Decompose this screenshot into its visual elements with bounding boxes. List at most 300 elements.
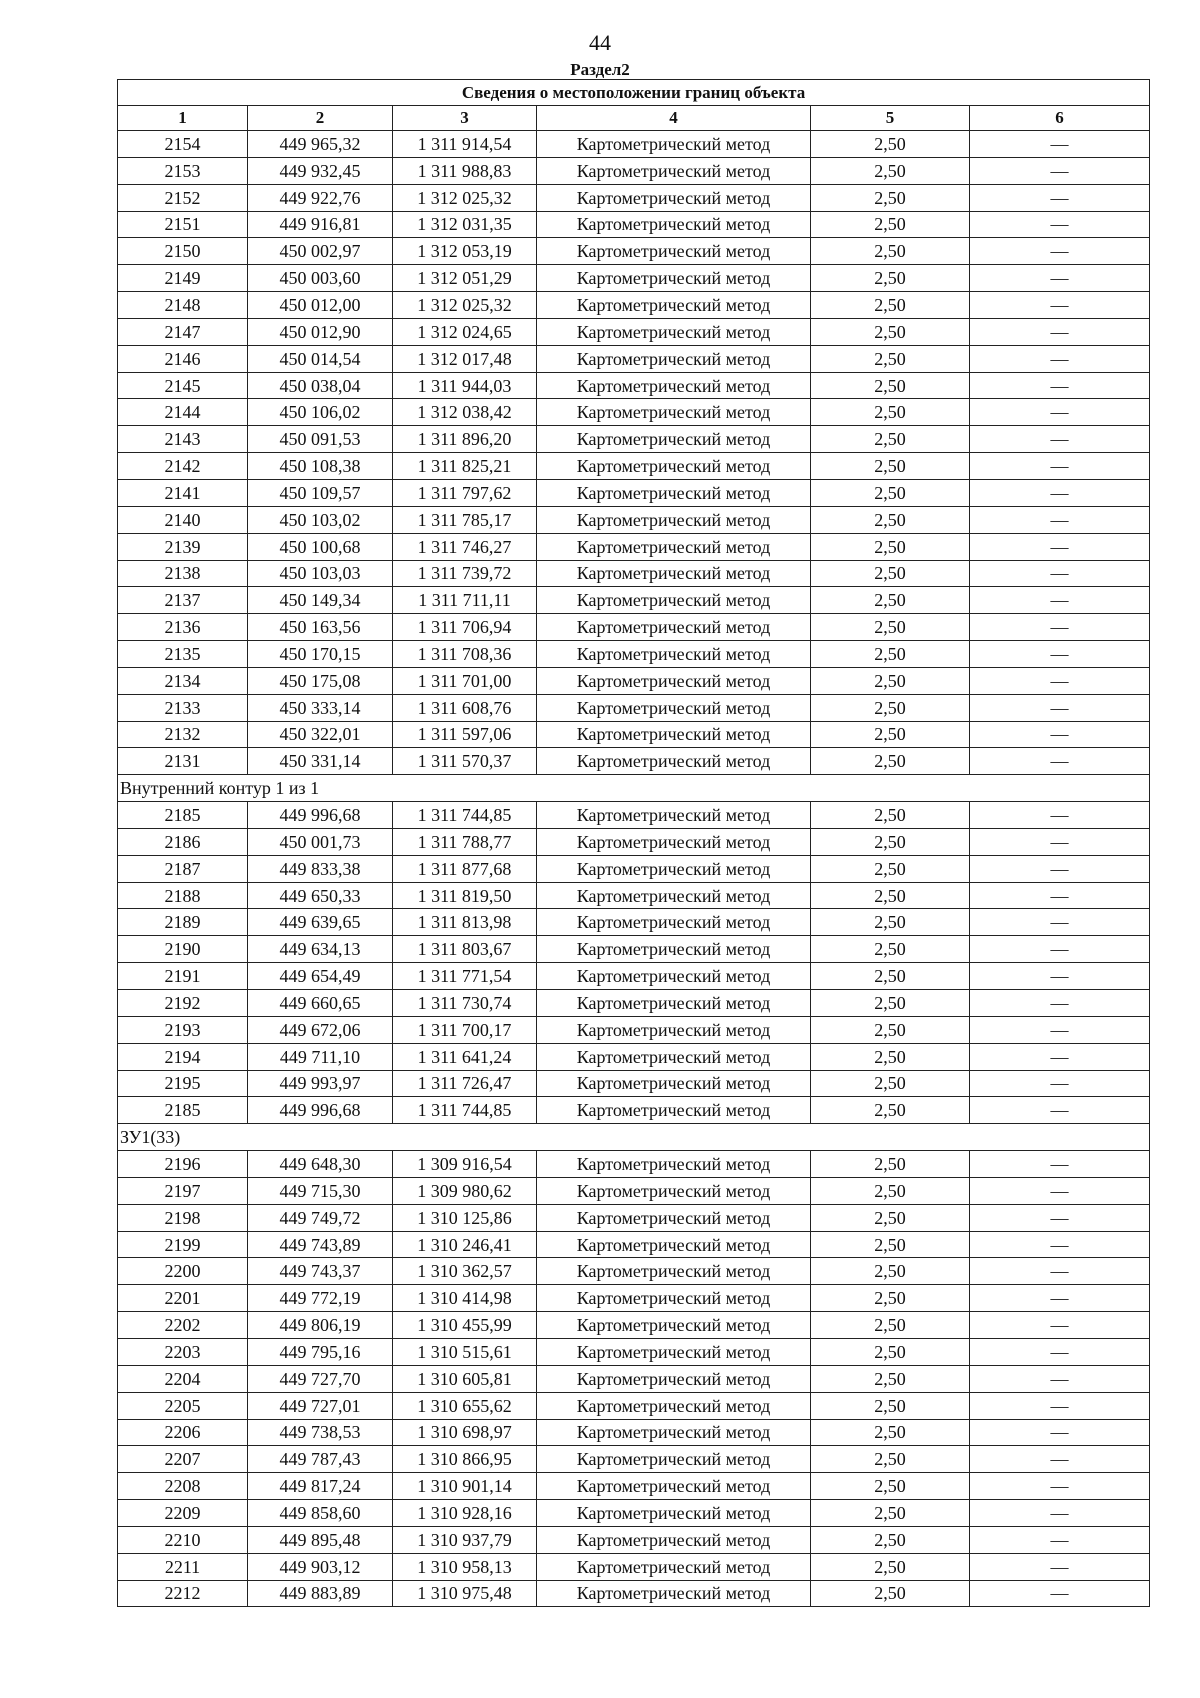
x-coordinate-cell: 449 743,37 <box>248 1258 393 1285</box>
accuracy-cell: 2,50 <box>811 614 970 641</box>
method-cell: Картометрический метод <box>537 372 811 399</box>
x-coordinate-cell: 449 738,53 <box>248 1419 393 1446</box>
contour-heading: Внутренний контур 1 из 1 <box>118 775 1150 802</box>
y-coordinate-cell: 1 311 708,36 <box>393 641 537 668</box>
x-coordinate-cell: 449 654,49 <box>248 963 393 990</box>
method-cell: Картометрический метод <box>537 453 811 480</box>
point-number-cell: 2152 <box>118 184 248 211</box>
y-coordinate-cell: 1 311 726,47 <box>393 1070 537 1097</box>
description-cell: — <box>970 1151 1150 1178</box>
table-row <box>118 1177 1150 1204</box>
accuracy-cell: 2,50 <box>811 694 970 721</box>
point-number-cell: 2186 <box>118 828 248 855</box>
point-number-cell: 2204 <box>118 1365 248 1392</box>
accuracy-cell: 2,50 <box>811 1043 970 1070</box>
table-row <box>118 1526 1150 1553</box>
method-cell: Картометрический метод <box>537 936 811 963</box>
point-number-cell: 2196 <box>118 1151 248 1178</box>
description-cell: — <box>970 721 1150 748</box>
y-coordinate-cell: 1 311 771,54 <box>393 963 537 990</box>
y-coordinate-cell: 1 311 739,72 <box>393 560 537 587</box>
table-row <box>118 641 1150 668</box>
accuracy-cell: 2,50 <box>811 184 970 211</box>
x-coordinate-cell: 449 749,72 <box>248 1204 393 1231</box>
accuracy-cell: 2,50 <box>811 157 970 184</box>
y-coordinate-cell: 1 310 901,14 <box>393 1473 537 1500</box>
accuracy-cell: 2,50 <box>811 1258 970 1285</box>
x-coordinate-cell: 449 634,13 <box>248 936 393 963</box>
table-row <box>118 1258 1150 1285</box>
point-number-cell: 2132 <box>118 721 248 748</box>
table-row <box>118 560 1150 587</box>
accuracy-cell: 2,50 <box>811 587 970 614</box>
accuracy-cell: 2,50 <box>811 238 970 265</box>
x-coordinate-cell: 449 895,48 <box>248 1526 393 1553</box>
description-cell: — <box>970 345 1150 372</box>
description-cell: — <box>970 641 1150 668</box>
y-coordinate-cell: 1 310 937,79 <box>393 1526 537 1553</box>
point-number-cell: 2150 <box>118 238 248 265</box>
method-cell: Картометрический метод <box>537 1177 811 1204</box>
accuracy-cell: 2,50 <box>811 131 970 158</box>
method-cell: Картометрический метод <box>537 1419 811 1446</box>
x-coordinate-cell: 450 109,57 <box>248 479 393 506</box>
boundary-coordinates-table <box>117 79 1150 1607</box>
y-coordinate-cell: 1 312 053,19 <box>393 238 537 265</box>
table-row <box>118 533 1150 560</box>
method-cell: Картометрический метод <box>537 1285 811 1312</box>
x-coordinate-cell: 450 012,00 <box>248 292 393 319</box>
x-coordinate-cell: 450 002,97 <box>248 238 393 265</box>
table-row <box>118 265 1150 292</box>
table-row <box>118 1016 1150 1043</box>
accuracy-cell: 2,50 <box>811 372 970 399</box>
accuracy-cell: 2,50 <box>811 909 970 936</box>
y-coordinate-cell: 1 311 819,50 <box>393 882 537 909</box>
accuracy-cell: 2,50 <box>811 265 970 292</box>
x-coordinate-cell: 450 333,14 <box>248 694 393 721</box>
accuracy-cell: 2,50 <box>811 1419 970 1446</box>
x-coordinate-cell: 449 650,33 <box>248 882 393 909</box>
y-coordinate-cell: 1 311 746,27 <box>393 533 537 560</box>
point-number-cell: 2144 <box>118 399 248 426</box>
y-coordinate-cell: 1 310 414,98 <box>393 1285 537 1312</box>
table-row <box>118 1419 1150 1446</box>
point-number-cell: 2136 <box>118 614 248 641</box>
description-cell: — <box>970 1500 1150 1527</box>
x-coordinate-cell: 449 672,06 <box>248 1016 393 1043</box>
point-number-cell: 2154 <box>118 131 248 158</box>
y-coordinate-cell: 1 310 515,61 <box>393 1338 537 1365</box>
table-row <box>118 694 1150 721</box>
description-cell: — <box>970 533 1150 560</box>
accuracy-cell: 2,50 <box>811 345 970 372</box>
accuracy-cell: 2,50 <box>811 1231 970 1258</box>
table-row <box>118 828 1150 855</box>
method-cell: Картометрический метод <box>537 211 811 238</box>
description-cell: — <box>970 587 1150 614</box>
y-coordinate-cell: 1 312 025,32 <box>393 184 537 211</box>
method-cell: Картометрический метод <box>537 533 811 560</box>
description-cell: — <box>970 1473 1150 1500</box>
description-cell: — <box>970 694 1150 721</box>
x-coordinate-cell: 450 103,02 <box>248 506 393 533</box>
y-coordinate-cell: 1 311 701,00 <box>393 667 537 694</box>
description-cell: — <box>970 1070 1150 1097</box>
method-cell: Картометрический метод <box>537 1365 811 1392</box>
method-cell: Картометрический метод <box>537 1231 811 1258</box>
point-number-cell: 2138 <box>118 560 248 587</box>
point-number-cell: 2131 <box>118 748 248 775</box>
x-coordinate-cell: 450 106,02 <box>248 399 393 426</box>
table-row <box>118 882 1150 909</box>
table-row <box>118 936 1150 963</box>
point-number-cell: 2190 <box>118 936 248 963</box>
table-row <box>118 211 1150 238</box>
description-cell: — <box>970 1392 1150 1419</box>
x-coordinate-cell: 449 787,43 <box>248 1446 393 1473</box>
x-coordinate-cell: 450 103,03 <box>248 560 393 587</box>
method-cell: Картометрический метод <box>537 1392 811 1419</box>
y-coordinate-cell: 1 311 700,17 <box>393 1016 537 1043</box>
point-number-cell: 2153 <box>118 157 248 184</box>
x-coordinate-cell: 449 996,68 <box>248 802 393 829</box>
method-cell: Картометрический метод <box>537 963 811 990</box>
point-number-cell: 2199 <box>118 1231 248 1258</box>
method-cell: Картометрический метод <box>537 1553 811 1580</box>
x-coordinate-cell: 449 660,65 <box>248 990 393 1017</box>
x-coordinate-cell: 449 817,24 <box>248 1473 393 1500</box>
x-coordinate-cell: 450 001,73 <box>248 828 393 855</box>
point-number-cell: 2194 <box>118 1043 248 1070</box>
table-row <box>118 1285 1150 1312</box>
y-coordinate-cell: 1 310 655,62 <box>393 1392 537 1419</box>
method-cell: Картометрический метод <box>537 265 811 292</box>
y-coordinate-cell: 1 312 025,32 <box>393 292 537 319</box>
method-cell: Картометрический метод <box>537 855 811 882</box>
method-cell: Картометрический метод <box>537 1500 811 1527</box>
x-coordinate-cell: 449 772,19 <box>248 1285 393 1312</box>
y-coordinate-cell: 1 311 988,83 <box>393 157 537 184</box>
method-cell: Картометрический метод <box>537 1043 811 1070</box>
method-cell: Картометрический метод <box>537 1338 811 1365</box>
table-row <box>118 721 1150 748</box>
y-coordinate-cell: 1 311 788,77 <box>393 828 537 855</box>
method-cell: Картометрический метод <box>537 748 811 775</box>
x-coordinate-cell: 449 996,68 <box>248 1097 393 1124</box>
table-row <box>118 238 1150 265</box>
column-header-6: 6 <box>970 106 1150 131</box>
description-cell: — <box>970 1231 1150 1258</box>
x-coordinate-cell: 449 993,97 <box>248 1070 393 1097</box>
method-cell: Картометрический метод <box>537 802 811 829</box>
description-cell: — <box>970 131 1150 158</box>
y-coordinate-cell: 1 311 744,85 <box>393 1097 537 1124</box>
y-coordinate-cell: 1 312 038,42 <box>393 399 537 426</box>
method-cell: Картометрический метод <box>537 721 811 748</box>
point-number-cell: 2143 <box>118 426 248 453</box>
description-cell: — <box>970 1580 1150 1607</box>
x-coordinate-cell: 449 711,10 <box>248 1043 393 1070</box>
method-cell: Картометрический метод <box>537 292 811 319</box>
description-cell: — <box>970 292 1150 319</box>
accuracy-cell: 2,50 <box>811 1446 970 1473</box>
point-number-cell: 2208 <box>118 1473 248 1500</box>
point-number-cell: 2142 <box>118 453 248 480</box>
x-coordinate-cell: 450 003,60 <box>248 265 393 292</box>
point-number-cell: 2212 <box>118 1580 248 1607</box>
point-number-cell: 2149 <box>118 265 248 292</box>
y-coordinate-cell: 1 311 944,03 <box>393 372 537 399</box>
accuracy-cell: 2,50 <box>811 855 970 882</box>
table-row <box>118 426 1150 453</box>
x-coordinate-cell: 449 743,89 <box>248 1231 393 1258</box>
y-coordinate-cell: 1 311 896,20 <box>393 426 537 453</box>
description-cell: — <box>970 802 1150 829</box>
method-cell: Картометрический метод <box>537 587 811 614</box>
page-number: 44 <box>589 30 611 55</box>
description-cell: — <box>970 1204 1150 1231</box>
y-coordinate-cell: 1 311 730,74 <box>393 990 537 1017</box>
description-cell: — <box>970 1553 1150 1580</box>
table-row <box>118 1043 1150 1070</box>
description-cell: — <box>970 990 1150 1017</box>
y-coordinate-cell: 1 312 031,35 <box>393 211 537 238</box>
table-row <box>118 1500 1150 1527</box>
description-cell: — <box>970 399 1150 426</box>
x-coordinate-cell: 450 331,14 <box>248 748 393 775</box>
table-row <box>118 157 1150 184</box>
point-number-cell: 2140 <box>118 506 248 533</box>
point-number-cell: 2211 <box>118 1553 248 1580</box>
description-cell: — <box>970 748 1150 775</box>
description-cell: — <box>970 667 1150 694</box>
table-row <box>118 1473 1150 1500</box>
y-coordinate-cell: 1 311 706,94 <box>393 614 537 641</box>
description-cell: — <box>970 265 1150 292</box>
accuracy-cell: 2,50 <box>811 453 970 480</box>
x-coordinate-cell: 449 965,32 <box>248 131 393 158</box>
accuracy-cell: 2,50 <box>811 936 970 963</box>
y-coordinate-cell: 1 310 605,81 <box>393 1365 537 1392</box>
y-coordinate-cell: 1 310 455,99 <box>393 1312 537 1339</box>
accuracy-cell: 2,50 <box>811 211 970 238</box>
x-coordinate-cell: 449 715,30 <box>248 1177 393 1204</box>
accuracy-cell: 2,50 <box>811 399 970 426</box>
description-cell: — <box>970 1419 1150 1446</box>
table-row <box>118 748 1150 775</box>
method-cell: Картометрический метод <box>537 479 811 506</box>
accuracy-cell: 2,50 <box>811 292 970 319</box>
accuracy-cell: 2,50 <box>811 963 970 990</box>
table-body <box>118 131 1150 1607</box>
y-coordinate-cell: 1 311 608,76 <box>393 694 537 721</box>
table-row <box>118 1231 1150 1258</box>
x-coordinate-cell: 449 932,45 <box>248 157 393 184</box>
table-row <box>118 1365 1150 1392</box>
description-cell: — <box>970 157 1150 184</box>
accuracy-cell: 2,50 <box>811 560 970 587</box>
method-cell: Картометрический метод <box>537 184 811 211</box>
description-cell: — <box>970 1177 1150 1204</box>
method-cell: Картометрический метод <box>537 614 811 641</box>
x-coordinate-cell: 450 149,34 <box>248 587 393 614</box>
description-cell: — <box>970 1258 1150 1285</box>
method-cell: Картометрический метод <box>537 560 811 587</box>
point-number-cell: 2187 <box>118 855 248 882</box>
point-number-cell: 2145 <box>118 372 248 399</box>
x-coordinate-cell: 449 648,30 <box>248 1151 393 1178</box>
y-coordinate-cell: 1 310 958,13 <box>393 1553 537 1580</box>
x-coordinate-cell: 450 108,38 <box>248 453 393 480</box>
method-cell: Картометрический метод <box>537 318 811 345</box>
description-cell: — <box>970 479 1150 506</box>
x-coordinate-cell: 449 858,60 <box>248 1500 393 1527</box>
point-number-cell: 2200 <box>118 1258 248 1285</box>
x-coordinate-cell: 449 916,81 <box>248 211 393 238</box>
accuracy-cell: 2,50 <box>811 1097 970 1124</box>
point-number-cell: 2207 <box>118 1446 248 1473</box>
accuracy-cell: 2,50 <box>811 1365 970 1392</box>
method-cell: Картометрический метод <box>537 1016 811 1043</box>
x-coordinate-cell: 449 922,76 <box>248 184 393 211</box>
accuracy-cell: 2,50 <box>811 1204 970 1231</box>
y-coordinate-cell: 1 310 125,86 <box>393 1204 537 1231</box>
x-coordinate-cell: 450 322,01 <box>248 721 393 748</box>
description-cell: — <box>970 614 1150 641</box>
point-number-cell: 2148 <box>118 292 248 319</box>
x-coordinate-cell: 450 014,54 <box>248 345 393 372</box>
table-row <box>118 131 1150 158</box>
table-row <box>118 1553 1150 1580</box>
table-row <box>118 1392 1150 1419</box>
point-number-cell: 2141 <box>118 479 248 506</box>
column-header-row <box>118 106 1150 131</box>
description-cell: — <box>970 1365 1150 1392</box>
table-caption: Сведения о местоположении границ объекта <box>118 80 1150 106</box>
y-coordinate-cell: 1 312 051,29 <box>393 265 537 292</box>
x-coordinate-cell: 450 163,56 <box>248 614 393 641</box>
method-cell: Картометрический метод <box>537 1446 811 1473</box>
point-number-cell: 2205 <box>118 1392 248 1419</box>
accuracy-cell: 2,50 <box>811 1070 970 1097</box>
table-row <box>118 614 1150 641</box>
table-row <box>118 184 1150 211</box>
table-row <box>118 506 1150 533</box>
accuracy-cell: 2,50 <box>811 426 970 453</box>
y-coordinate-cell: 1 311 641,24 <box>393 1043 537 1070</box>
y-coordinate-cell: 1 311 877,68 <box>393 855 537 882</box>
table-row <box>118 1446 1150 1473</box>
method-cell: Картометрический метод <box>537 641 811 668</box>
point-number-cell: 2151 <box>118 211 248 238</box>
point-number-cell: 2135 <box>118 641 248 668</box>
point-number-cell: 2185 <box>118 1097 248 1124</box>
description-cell: — <box>970 1312 1150 1339</box>
method-cell: Картометрический метод <box>537 426 811 453</box>
description-cell: — <box>970 936 1150 963</box>
accuracy-cell: 2,50 <box>811 1500 970 1527</box>
contour-heading: ЗУ1(33) <box>118 1124 1150 1151</box>
x-coordinate-cell: 450 091,53 <box>248 426 393 453</box>
description-cell: — <box>970 426 1150 453</box>
y-coordinate-cell: 1 311 914,54 <box>393 131 537 158</box>
x-coordinate-cell: 449 903,12 <box>248 1553 393 1580</box>
point-number-cell: 2202 <box>118 1312 248 1339</box>
method-cell: Картометрический метод <box>537 1258 811 1285</box>
y-coordinate-cell: 1 309 980,62 <box>393 1177 537 1204</box>
y-coordinate-cell: 1 311 803,67 <box>393 936 537 963</box>
accuracy-cell: 2,50 <box>811 1580 970 1607</box>
point-number-cell: 2188 <box>118 882 248 909</box>
point-number-cell: 2192 <box>118 990 248 1017</box>
accuracy-cell: 2,50 <box>811 748 970 775</box>
y-coordinate-cell: 1 310 928,16 <box>393 1500 537 1527</box>
point-number-cell: 2133 <box>118 694 248 721</box>
description-cell: — <box>970 1016 1150 1043</box>
accuracy-cell: 2,50 <box>811 667 970 694</box>
method-cell: Картометрический метод <box>537 238 811 265</box>
table-row <box>118 667 1150 694</box>
method-cell: Картометрический метод <box>537 1473 811 1500</box>
y-coordinate-cell: 1 309 916,54 <box>393 1151 537 1178</box>
method-cell: Картометрический метод <box>537 1312 811 1339</box>
accuracy-cell: 2,50 <box>811 318 970 345</box>
table-row <box>118 292 1150 319</box>
method-cell: Картометрический метод <box>537 828 811 855</box>
y-coordinate-cell: 1 312 017,48 <box>393 345 537 372</box>
y-coordinate-cell: 1 311 797,62 <box>393 479 537 506</box>
table-row <box>118 1204 1150 1231</box>
x-coordinate-cell: 450 100,68 <box>248 533 393 560</box>
point-number-cell: 2146 <box>118 345 248 372</box>
description-cell: — <box>970 453 1150 480</box>
description-cell: — <box>970 1097 1150 1124</box>
x-coordinate-cell: 449 883,89 <box>248 1580 393 1607</box>
x-coordinate-cell: 449 833,38 <box>248 855 393 882</box>
accuracy-cell: 2,50 <box>811 641 970 668</box>
description-cell: — <box>970 560 1150 587</box>
table-row <box>118 318 1150 345</box>
description-cell: — <box>970 372 1150 399</box>
table-row <box>118 963 1150 990</box>
accuracy-cell: 2,50 <box>811 1338 970 1365</box>
method-cell: Картометрический метод <box>537 1097 811 1124</box>
y-coordinate-cell: 1 310 362,57 <box>393 1258 537 1285</box>
description-cell: — <box>970 184 1150 211</box>
y-coordinate-cell: 1 310 866,95 <box>393 1446 537 1473</box>
accuracy-cell: 2,50 <box>811 1473 970 1500</box>
table-row <box>118 909 1150 936</box>
description-cell: — <box>970 211 1150 238</box>
y-coordinate-cell: 1 311 711,11 <box>393 587 537 614</box>
accuracy-cell: 2,50 <box>811 479 970 506</box>
y-coordinate-cell: 1 312 024,65 <box>393 318 537 345</box>
accuracy-cell: 2,50 <box>811 721 970 748</box>
accuracy-cell: 2,50 <box>811 990 970 1017</box>
point-number-cell: 2139 <box>118 533 248 560</box>
point-number-cell: 2209 <box>118 1500 248 1527</box>
table-row <box>118 399 1150 426</box>
point-number-cell: 2206 <box>118 1419 248 1446</box>
method-cell: Картометрический метод <box>537 882 811 909</box>
table-row <box>118 453 1150 480</box>
contour-heading-row <box>118 1124 1150 1151</box>
description-cell: — <box>970 1526 1150 1553</box>
description-cell: — <box>970 1285 1150 1312</box>
point-number-cell: 2210 <box>118 1526 248 1553</box>
point-number-cell: 2201 <box>118 1285 248 1312</box>
